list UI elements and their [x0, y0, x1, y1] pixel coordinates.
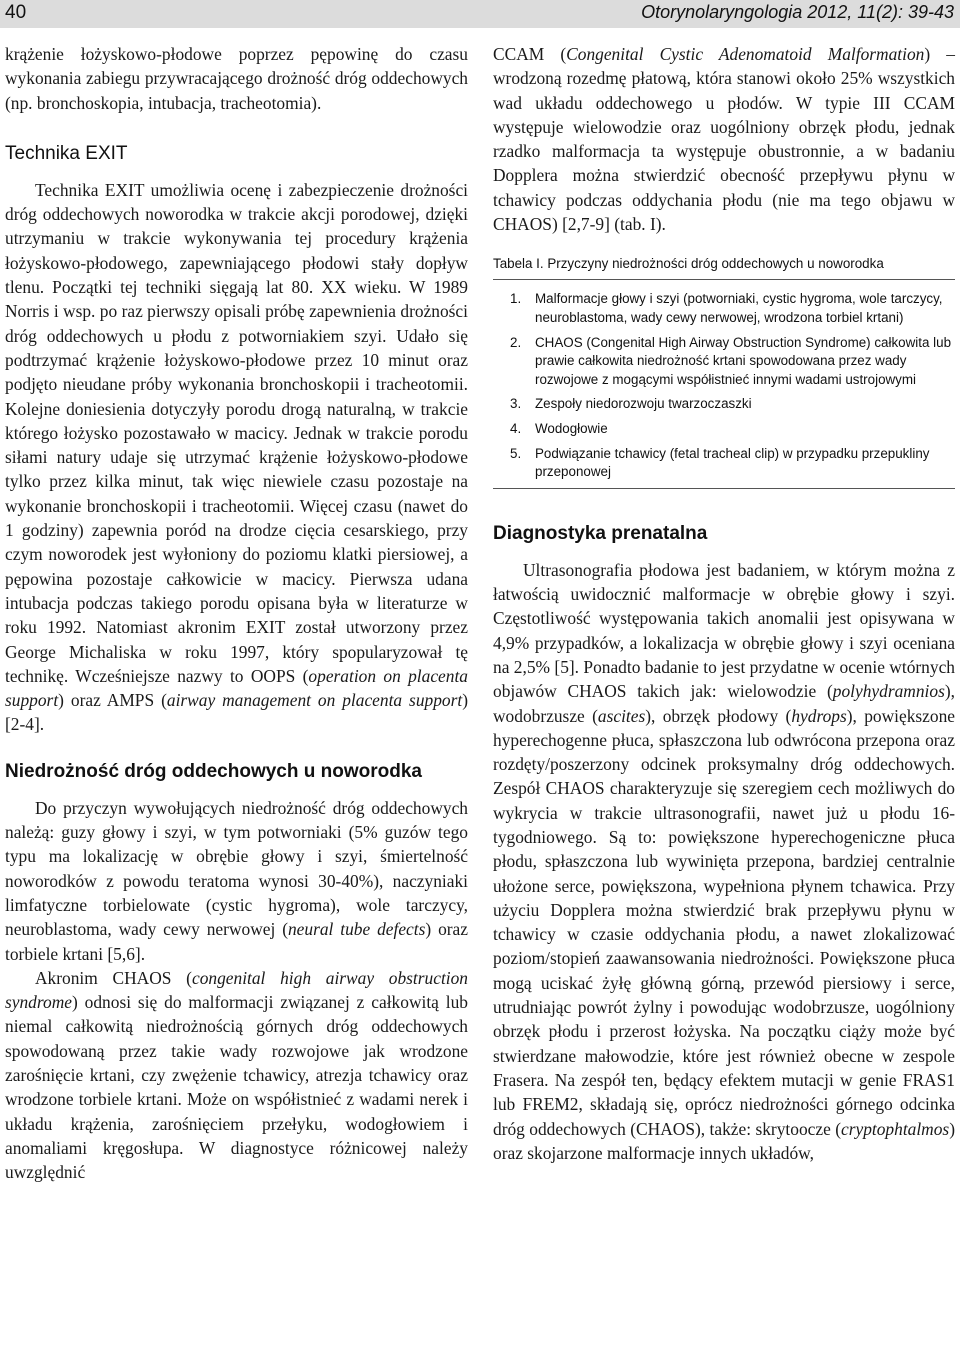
obstruction-paragraph-1: Do przyczyn wywołujących niedrożność dróg oddechowych należą: guzy głowy i szyi, w tym potworniaki (5% guzów tego typu ma lokalizację w obrębie głowy i szyi, śmiertelność noworodków z powodu teratoma wynosi 30-40%), naczyniaki limfatyczne torbielowate (cystic hygroma), wole tarczycy, neuroblastoma, wady cewy nerwowej (neural tube defects) oraz torbiele krtani [5,6]. — [5, 797, 468, 964]
causes-table — [493, 290, 955, 481]
prenatal-paragraph: Ultrasonografia płodowa jest badaniem, w którym można z łatwością uwidocznić malformacje w obrębie głowy i szyi. Częstotliwość występowania takich anomalii jest opisywana w 4,9% przypadków, a lokalizacja w obrębie głowy i szyi oceniana na 2,5% [5]. Ponadto badanie to jest przydatne w ocenie wtórnych objawów CHAOS takich jak: wielowodzie (polyhydramnios), wodobrzusze (ascites), obrzęk płodowy (hydrops), powiększone hyperechogenne płuca, spłaszczona lub odwrócona przepona oraz rozdęty/poszerzony odcinek proksymalny dróg oddechowych. Zespół CHAOS charakteryzuje się szeregiem cech możliwych do wykrycia w trakcie ultrasonografii, nawet już u płodu 16-tygodniowego. Są to: powiększone hyperechogeniczne płuca płodu, spłaszczona lub wywinięta przepona, bardziej centralnie ułożone serce, powiększona, wypełniona płynem tchawica. Przy użyciu Dopplera można stwierdzić brak przepływu płynu w tchawicy w czasie oddychania płodu, a nawet zlokalizować poziom/stopień zaawansowania niedrożności. Powiększone płuca mogą uciskać żyłę główną górną, przewód piersiowy i serce, utrudniając powrót żylny i powodując wodobrzusze, uogólniony obrzęk płodu i przerost łożyska. Na początku ciąży może być stwierdzane małowodzie, które jest również obecne w zespole Frasera. Na zespół ten, będący efektem mutacji w genie FRAS1 lub FREM2, składają się, oprócz niedrożności górnego odcinka dróg oddechowych (CHAOS), także: skrytoocze (cryptophtalmos) oraz skojarzone malformacje innych układów, — [493, 559, 956, 1163]
page-number: 40 — [5, 2, 27, 23]
table-item: 1. Malformacje głowy i szyi (potworniaki, cystic hygroma, wole tarczycy, neuroblastoma, wady cewy nerwowej, wrodzona torbiel krtani) — [510, 291, 943, 325]
exit-heading: Technika EXIT — [5, 142, 128, 164]
page-header — [0, 0, 960, 28]
right-column — [493, 42, 955, 1165]
table-top-rule — [493, 279, 955, 280]
intro-paragraph: krążenie łożyskowo-płodowe poprzez pępowinę do czasu wykonania zabiegu przywracającego drożność dróg oddechowych (np. bronchoskopia, intubacja, tracheotomia). — [5, 44, 468, 113]
left-column — [5, 42, 468, 1184]
obstruction-heading: Niedrożność dróg oddechowych u noworodka — [5, 760, 422, 782]
table-item: 2. CHAOS (Congenital High Airway Obstruction Syndrome) całkowita lub prawie całkowita niedrożność krtani spowodowana przez wady rozwojowe z mogącymi współistnieć innymi wadami ustrojowymi — [510, 334, 952, 387]
prenatal-heading: Diagnostyka prenatalna — [493, 522, 708, 544]
ccam-paragraph: CCAM (Congenital Cystic Adenomatoid Malformation) – wrodzoną rozedmę płatową, która stanowi około 25% wszystkich wad układu oddechowego u płodów. W typie III CCAM występuje wielowodzie oraz uogólniony obrzęk płodu, jednak rzadko malformacja ta występuje obustronnie, a w badaniu Dopplera można stwierdzić obecność przepływu płynu w tchawicy podczas oddychania płodu (nie ma tego objawu w CHAOS) [2,7-9] (tab. I). — [493, 44, 955, 235]
table-item: 4. Wodogłowie — [510, 420, 608, 436]
table-caption: Tabela I. Przyczyny niedrożności dróg oddechowych u noworodka — [493, 256, 884, 272]
journal-citation: Otorynolaryngologia 2012, 11(2): 39-43 — [641, 2, 954, 22]
obstruction-paragraph-2: Akronim CHAOS (congenital high airway obstruction syndrome) odnosi się do malformacji związanej z całkowitą lub niemal całkowitą niedrożnością górnych dróg oddechowych spowodowaną przez takie wady rozwojowe jak wrodzone zarośnięcie krtani, czy zwężenie tchawicy, atrezja tchawicy oraz wrodzone torbiele krtani. Może on współistnieć z wadami nerek i układu krążenia, zarośnięciem przełyku, wodogłowiem i anomaliami kręgosłupa. W diagnostyce różnicowej należy uwzględnić — [5, 967, 469, 1183]
table-bottom-rule — [493, 488, 955, 489]
table-item: 5. Podwiązanie tchawicy (fetal tracheal clip) w przypadku przepukliny przeponowej — [510, 445, 930, 480]
table-item: 3. Zespoły niedorozwoju twarzoczaszki — [510, 396, 752, 412]
exit-paragraph: Technika EXIT umożliwia ocenę i zabezpieczenie drożności dróg oddechowych noworodka w trakcie akcji porodowej, dzięki utrzymaniu w trakcie wykonywania tej procedury krążenia łożyskowo-płodowego, zapewniającego płodowi stały dopływ tlenu. Początki tej techniki sięgają lat 80. XX wieku. W 1989 Norris i wsp. po raz pierwszy opisali próbę zapewnienia drożności dróg oddechowych u płodu z potworniakiem szyi. Udało się podtrzymać krążenie łożyskowo-płodowe przez 10 minut oraz podjęto nieudane próby wykonania bronchoskopii i tracheotomii. Kolejne doniesienia dotyczyły porodu drogą naturalną, w trakcie którego łożysko pozostawało w macicy. Jednak w trakcie porodu siłami natury udaje się utrzymać krążenie łożyskowo-płodowe tylko przez kilka minut, tak więc niewiele czasu pozostaje na wykonanie bronchoskopii i tracheotomii. Więcej czasu (nawet do 1 godziny) zapewnia poród na drodze cięcia cesarskiego, przy czym noworodek jest wyłoniony do poziomu klatki piersiowej, a pępowina pozostaje całkowicie w macicy. Pierwsza udana intubacja podczas takiego porodu opisana była w literaturze w roku 1992. Natomiast akronim EXIT został utworzony przez George Michaliska w roku 1997, który spopularyzował tę technikę. Wcześniejsze nazwy to OOPS (operation on placenta support) oraz AMPS (airway management on placenta support) [2-4]. — [5, 179, 468, 735]
